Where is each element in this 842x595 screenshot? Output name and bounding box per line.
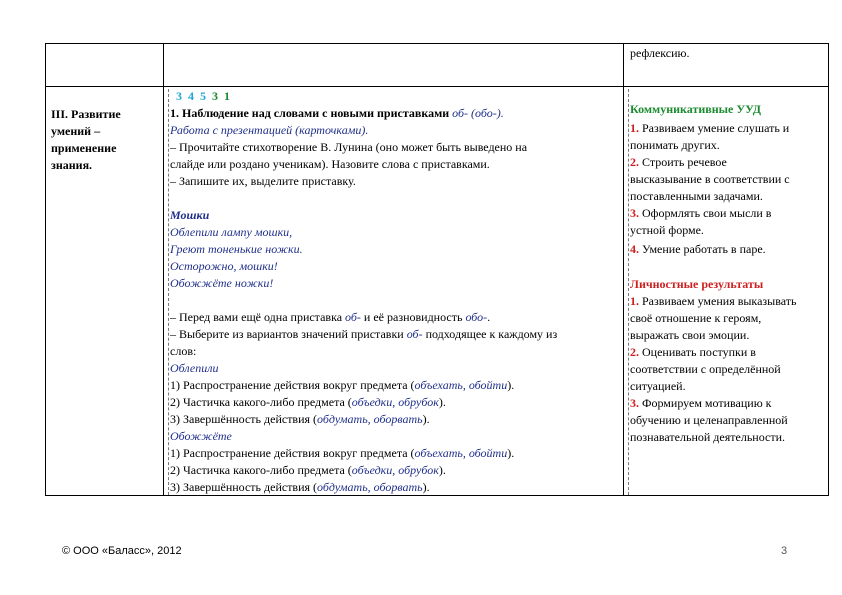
item-number: 4. — [630, 242, 639, 256]
option-line — [170, 377, 620, 394]
item-text: Умение работать в паре. — [642, 242, 766, 256]
item-number: 1. — [630, 294, 639, 308]
comm-item — [630, 241, 826, 258]
stage-line: знания. — [51, 158, 93, 172]
comm-item — [630, 205, 826, 222]
question-text: – Перед вами ещё одна приставка — [170, 310, 346, 324]
pers-item-cont: обучению и целенаправленной — [630, 413, 788, 427]
option-text: ). — [438, 463, 446, 477]
option-line — [170, 411, 620, 428]
option-example: обдумать, оборвать — [317, 480, 423, 494]
option-line — [170, 445, 620, 462]
question-text: подходящее к каждому из — [422, 327, 558, 341]
reflection-text: рефлексию. — [630, 46, 690, 60]
lesson-table — [45, 43, 829, 496]
comm-item-cont: устной форме. — [630, 223, 704, 237]
copyright-footer: © ООО «Баласс», 2012 — [62, 545, 182, 557]
item-text: Строить речевое — [642, 155, 727, 169]
option-text: 3) Завершённость действия ( — [170, 412, 318, 426]
item-number: 1. — [630, 121, 639, 135]
poem-line: Облепили лампу мошки, — [170, 225, 293, 239]
comm-title: Коммуникативные УУД — [630, 102, 762, 116]
option-text: 3) Завершённость действия ( — [170, 480, 318, 494]
question-1 — [170, 309, 620, 326]
question-2-end: слов: — [170, 344, 197, 358]
slide-number: 3 — [212, 89, 218, 103]
question-2 — [170, 326, 620, 343]
option-text: 1) Распространение действия вокруг предмета ( — [170, 446, 415, 460]
option-example: обдумать, оборвать — [317, 412, 423, 426]
comm-item-cont: высказывание в соответствии с — [630, 172, 790, 186]
option-text: 2) Частичка какого-либо предмета ( — [170, 463, 352, 477]
question-text: и её разновидность — [360, 310, 466, 324]
comm-item — [630, 120, 826, 137]
pers-item — [630, 344, 826, 361]
item-text: Оценивать поступки в — [642, 345, 756, 359]
item-text: Развиваем умения выказывать — [642, 294, 797, 308]
pers-item-cont: соответствии с определённой — [630, 362, 781, 376]
word-label: Облепили — [170, 361, 219, 375]
instruction-line: слайде или роздано ученикам). Назовите слова с приставками. — [170, 157, 490, 171]
table-border-right — [828, 43, 829, 496]
instruction-line: – Запишите их, выделите приставку. — [170, 174, 356, 188]
task-title — [170, 105, 620, 122]
option-text: ). — [422, 412, 430, 426]
slide-number: 4 — [188, 89, 194, 103]
item-number: 2. — [630, 345, 639, 359]
option-text: ). — [507, 446, 515, 460]
option-text: 1) Распространение действия вокруг предмета ( — [170, 378, 415, 392]
pers-item-cont: выражать свои эмоции. — [630, 328, 750, 342]
slide-numbers — [176, 88, 236, 105]
option-example: объехать, обойти — [414, 378, 508, 392]
option-line — [170, 479, 620, 496]
poem-title: Мошки — [170, 208, 210, 222]
task-prefix: об- (обо-). — [452, 106, 504, 120]
slide-number: 1 — [224, 89, 230, 103]
table-border-left — [45, 43, 46, 496]
option-example: объедки, обрубок — [351, 395, 439, 409]
pers-item — [630, 293, 826, 310]
slide-number: 3 — [176, 89, 182, 103]
cell-margin-guide — [628, 89, 629, 495]
cell-margin-guide — [168, 89, 169, 495]
prefix-text: об- — [345, 310, 361, 324]
option-line — [170, 462, 620, 479]
stage-line: III. Развитие — [51, 107, 121, 121]
page-number: 3 — [781, 545, 788, 557]
pers-item-cont: познавательной деятельности. — [630, 430, 786, 444]
item-text: Оформлять свои мысли в — [642, 206, 772, 220]
task-title-text: 1. Наблюдение над словами с новыми приставками — [170, 106, 450, 120]
option-text: ). — [507, 378, 515, 392]
question-text: – Выберите из вариантов значений приставки — [170, 327, 407, 341]
pers-title: Личностные результаты — [630, 277, 764, 291]
item-number: 3. — [630, 396, 639, 410]
item-number: 2. — [630, 155, 639, 169]
col-divider-1 — [163, 43, 164, 496]
option-text: ). — [422, 480, 430, 494]
prefix-text: обо- — [465, 310, 488, 324]
item-text: Формируем мотивацию к — [642, 396, 772, 410]
work-with: Работа с презентацией (карточками). — [170, 123, 369, 137]
option-text: 2) Частичка какого-либо предмета ( — [170, 395, 352, 409]
slide-number: 5 — [200, 89, 206, 103]
question-text: . — [487, 310, 491, 324]
pers-item — [630, 395, 826, 412]
comm-item-cont: понимать других. — [630, 138, 720, 152]
option-line — [170, 394, 620, 411]
poem-line: Обожжёте ножки! — [170, 276, 274, 290]
item-text: Развиваем умение слушать и — [642, 121, 790, 135]
stage-line: умений – — [51, 124, 101, 138]
comm-item — [630, 154, 826, 171]
instruction-line: – Прочитайте стихотворение В. Лунина (оно может быть выведено на — [170, 140, 528, 154]
item-number: 3. — [630, 206, 639, 220]
pers-item-cont: ситуацией. — [630, 379, 686, 393]
option-example: объедки, обрубок — [351, 463, 439, 477]
option-example: объехать, обойти — [414, 446, 508, 460]
word-label: Обожжёте — [170, 429, 232, 443]
prefix-text: об- — [406, 327, 423, 341]
pers-item-cont: своё отношение к героям, — [630, 311, 762, 325]
stage-line: применение — [51, 141, 117, 155]
col-divider-2 — [623, 43, 624, 496]
poem-line: Осторожно, мошки! — [170, 259, 278, 273]
comm-item-cont: поставленными задачами. — [630, 189, 763, 203]
option-text: ). — [438, 395, 446, 409]
poem-line: Греют тоненькие ножки. — [170, 242, 303, 256]
